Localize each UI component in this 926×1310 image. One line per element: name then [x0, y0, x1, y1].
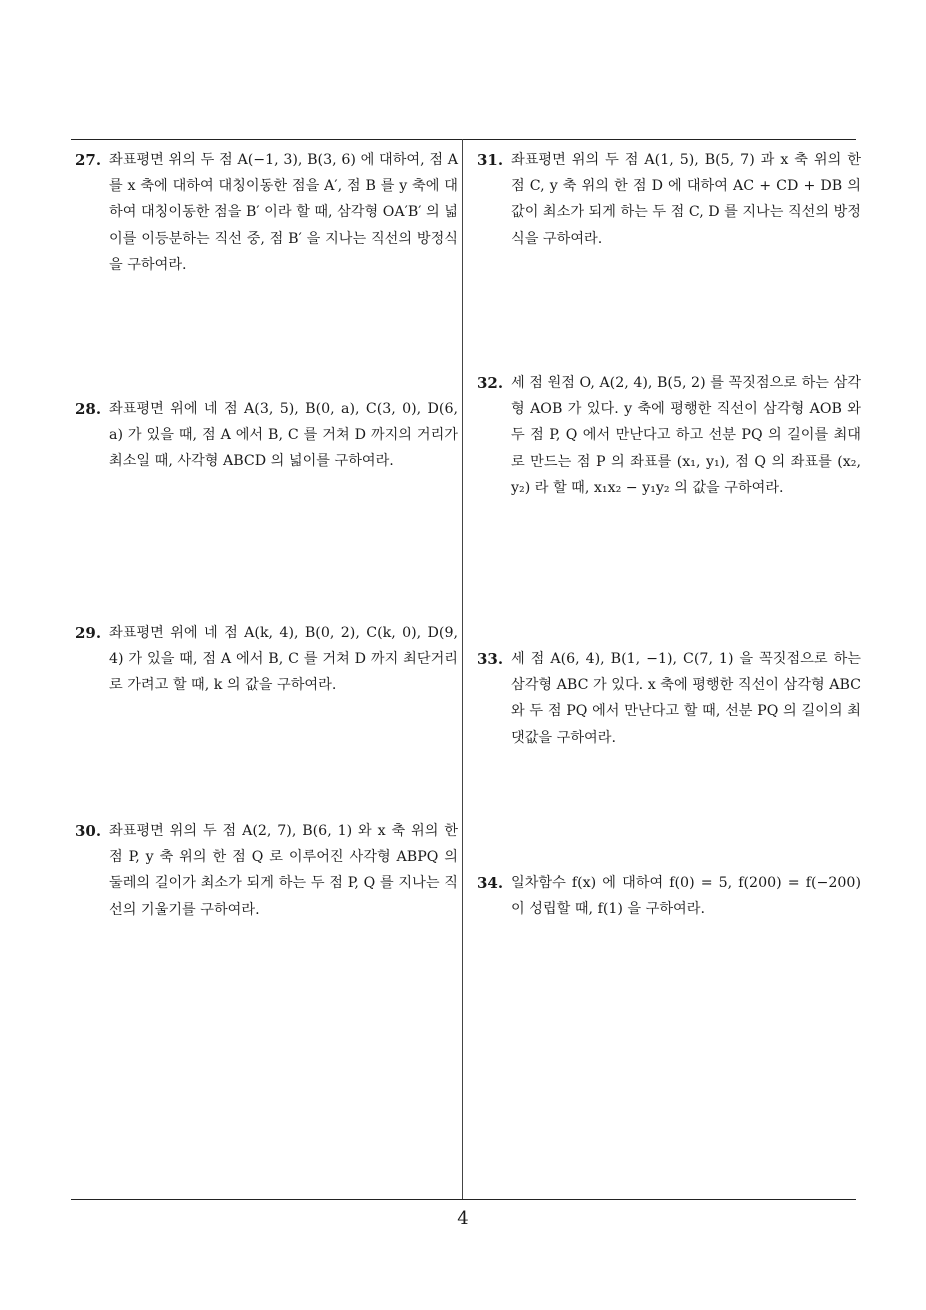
- problem-text: 일차함수 f(x) 에 대하여 f(0) = 5, f(200) = f(−200) 이 성립할 때, f(1) 을 구하여라.: [511, 875, 861, 918]
- problem-number: 28.: [75, 400, 102, 418]
- problem-number: 32.: [477, 374, 504, 392]
- problem-30: [75, 818, 458, 923]
- problem-27: [75, 147, 458, 278]
- bottom-rule: [71, 1199, 856, 1200]
- problem-31: [477, 147, 861, 252]
- problem-32: [477, 370, 861, 501]
- problem-33: [477, 646, 861, 751]
- problem-text: 좌표평면 위에 네 점 A(3, 5), B(0, a), C(3, 0), D(6, a) 가 있을 때, 점 A 에서 B, C 를 거쳐 D 까지의 거리가 최소일 때, 사각형 ABCD 의 넓이를 구하여라.: [109, 401, 458, 470]
- page-number: 4: [457, 1208, 469, 1229]
- problem-number: 30.: [75, 822, 102, 840]
- problem-29: [75, 620, 458, 699]
- problem-number: 29.: [75, 624, 102, 642]
- problem-text: 세 점 A(6, 4), B(1, −1), C(7, 1) 을 꼭짓점으로 하는 삼각형 ABC 가 있다. x 축에 평행한 직선이 삼각형 ABC 와 두 점 PQ 에서 만난다고 할 때, 선분 PQ 의 길이의 최댓값을 구하여라.: [511, 651, 861, 746]
- problem-number: 34.: [477, 874, 504, 892]
- problem-34: [477, 870, 861, 922]
- top-rule: [71, 139, 856, 140]
- column-divider: [462, 139, 463, 1199]
- problem-number: 33.: [477, 650, 504, 668]
- problem-text: 세 점 원점 O, A(2, 4), B(5, 2) 를 꼭짓점으로 하는 삼각형 AOB 가 있다. y 축에 평행한 직선이 삼각형 AOB 와 두 점 P, Q 에서 만난다고 하고 선분 PQ 의 길이를 최대로 만드는 점 P 의 좌표를 (x₁, y₁), 점 Q 의 좌표를 (x₂, y₂) 라 할 때, x₁x₂ − y₁y₂ 의 값을 구하여라.: [511, 375, 861, 496]
- problem-text: 좌표평면 위의 두 점 A(2, 7), B(6, 1) 와 x 축 위의 한 점 P, y 축 위의 한 점 Q 로 이루어진 사각형 ABPQ 의 둘레의 길이가 최소가 되게 하는 두 점 P, Q 를 지나는 직선의 기울기를 구하여라.: [109, 823, 458, 918]
- problem-number: 27.: [75, 151, 102, 169]
- problem-number: 31.: [477, 151, 504, 169]
- problem-28: [75, 396, 458, 475]
- problem-text: 좌표평면 위의 두 점 A(−1, 3), B(3, 6) 에 대하여, 점 A 를 x 축에 대하여 대칭이동한 점을 A′, 점 B 를 y 축에 대하여 대칭이동한 점을 B′ 이라 할 때, 삼각형 OA′B′ 의 넓이를 이등분하는 직선 중, 점 B′ 을 지나는 직선의 방정식을 구하여라.: [109, 152, 458, 273]
- problem-text: 좌표평면 위에 네 점 A(k, 4), B(0, 2), C(k, 0), D(9, 4) 가 있을 때, 점 A 에서 B, C 를 거쳐 D 까지 최단거리로 가려고 할 때, k 의 값을 구하여라.: [109, 625, 458, 694]
- problem-text: 좌표평면 위의 두 점 A(1, 5), B(5, 7) 과 x 축 위의 한 점 C, y 축 위의 한 점 D 에 대하여 AC + CD + DB 의 값이 최소가 되게 하는 두 점 C, D 를 지나는 직선의 방정식을 구하여라.: [511, 152, 861, 247]
